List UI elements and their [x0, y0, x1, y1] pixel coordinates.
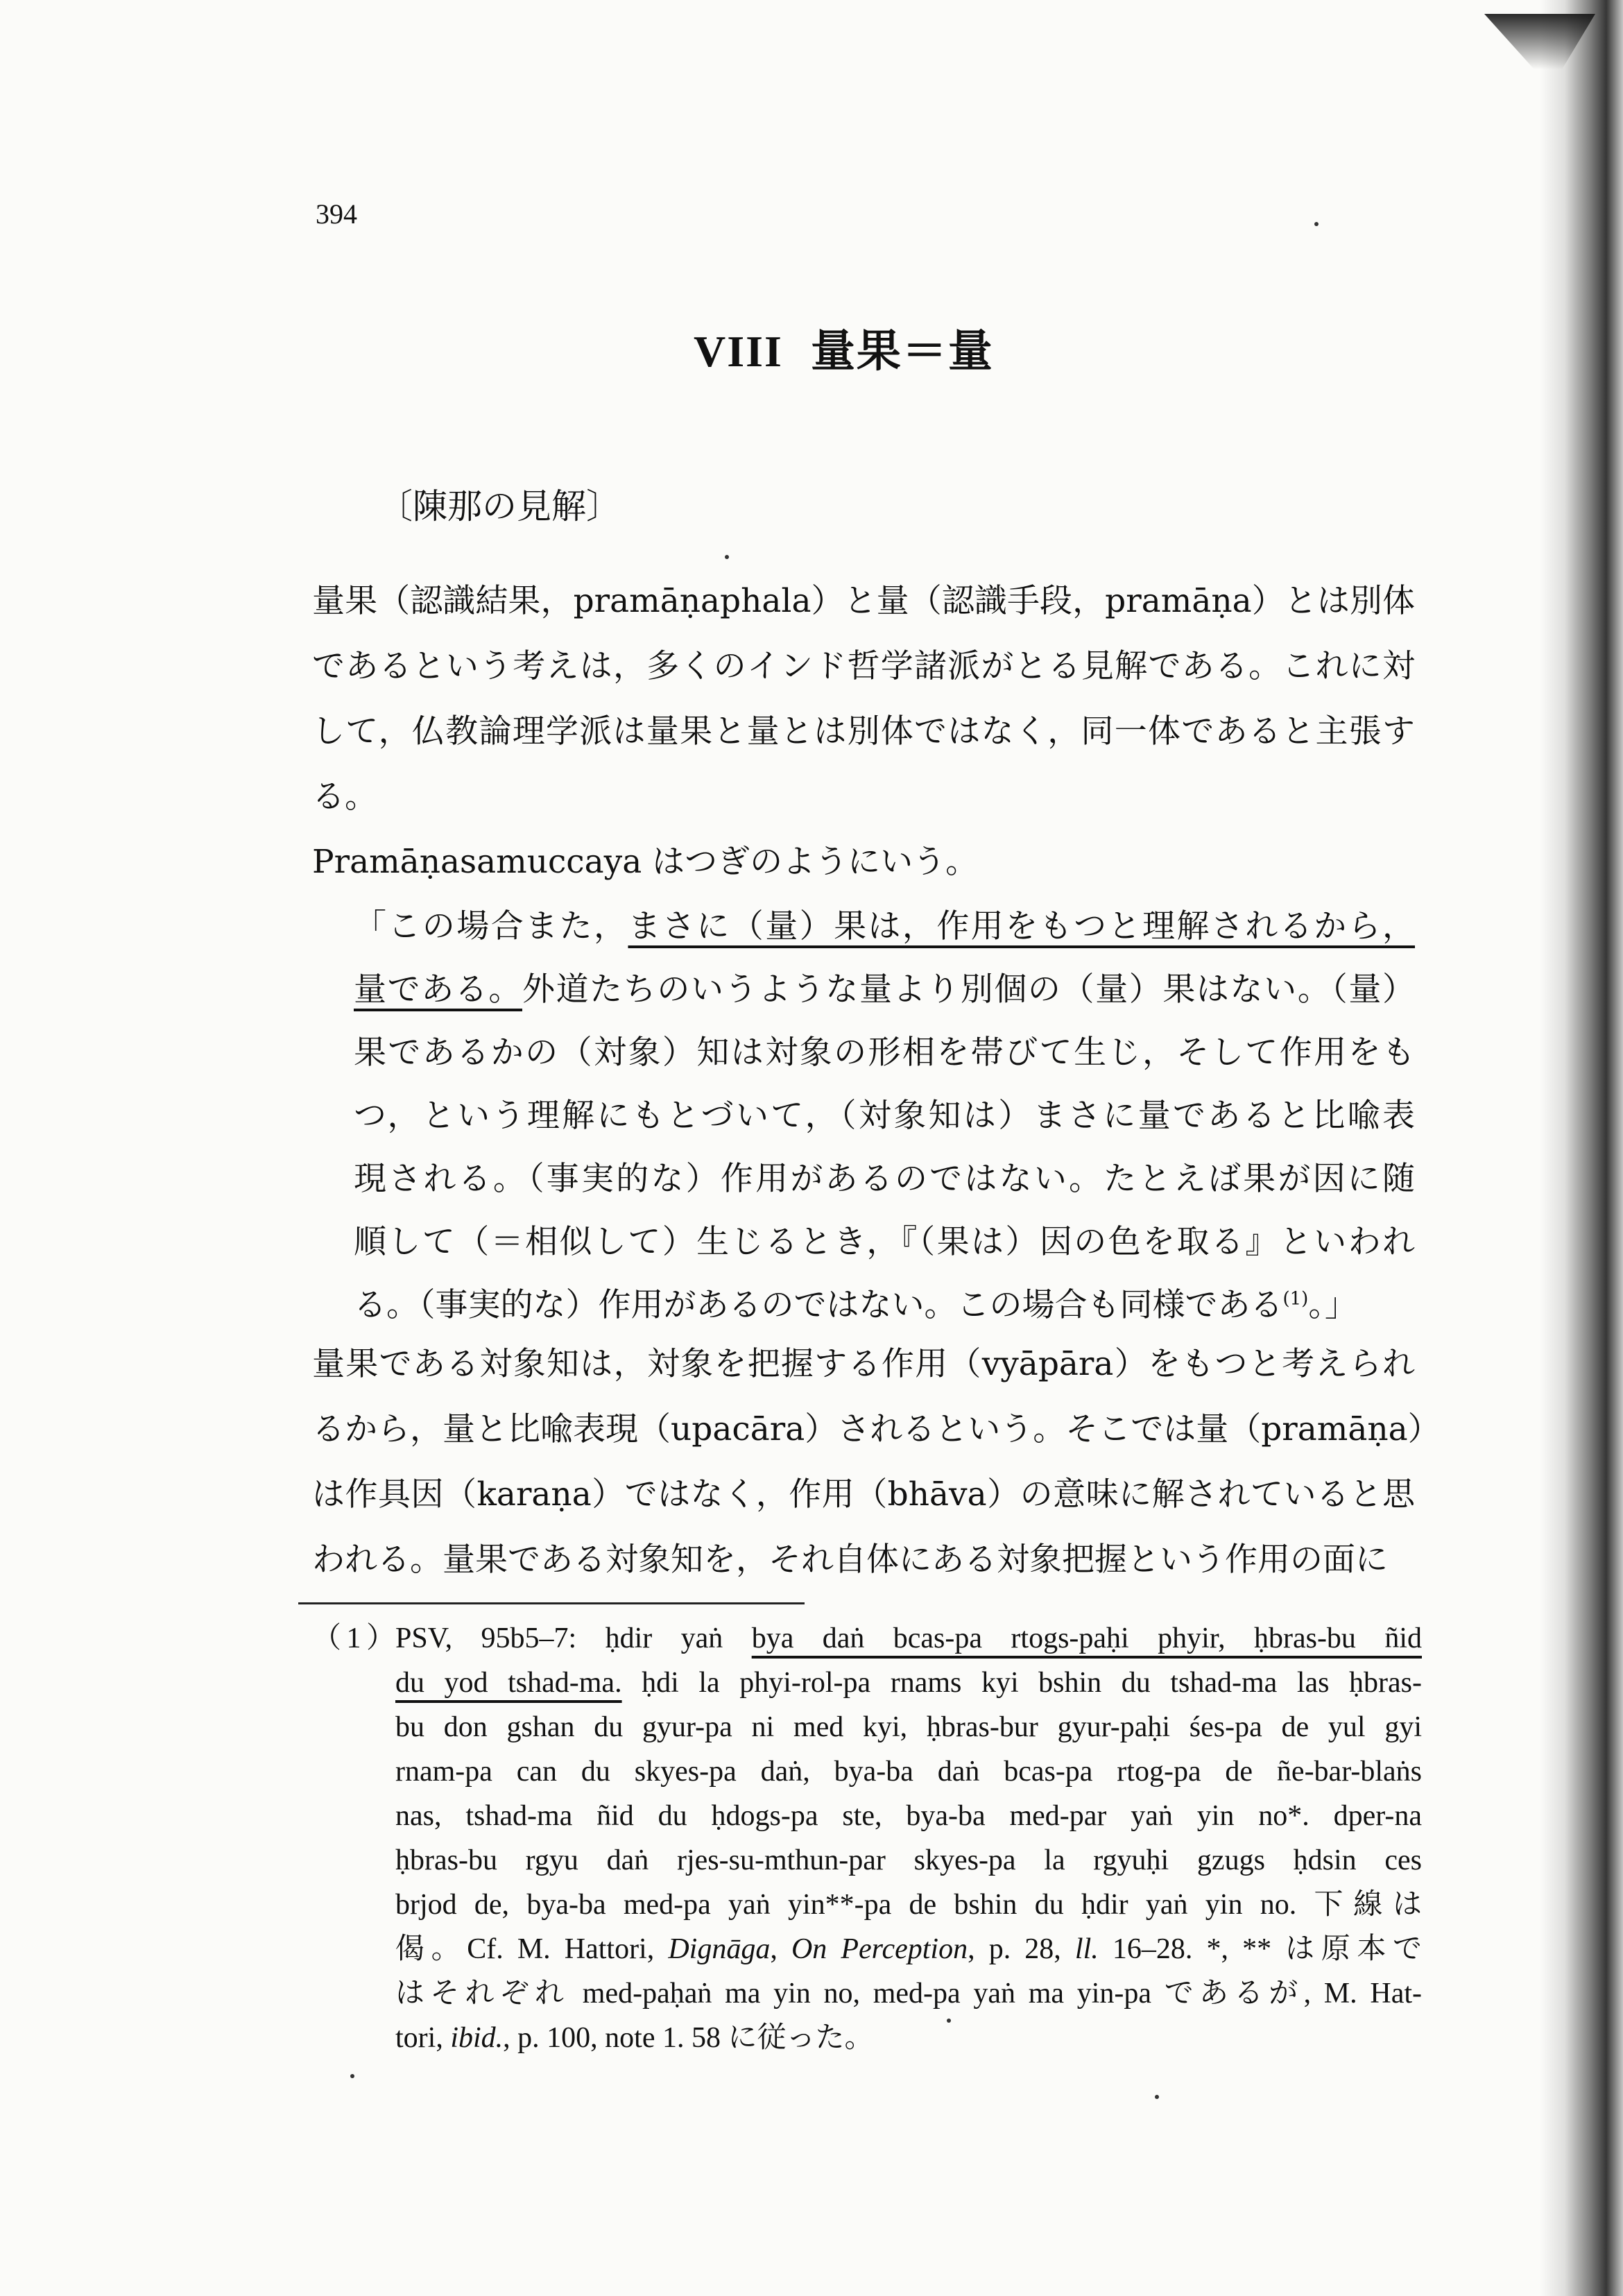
text-line: るから，量と比喩表現（upacāra）されるという。そこでは量（pramāṇa）	[312, 1410, 1441, 1448]
footnote-marker: （1）	[312, 1622, 395, 1654]
text-line: 量果である対象知は，対象を把握する作用（vyāpāra）をもつと考えられ	[312, 1345, 1415, 1383]
text-line: は作具因（karaṇa）ではなく，作用（bhāva）の意味に解されていると思	[312, 1475, 1415, 1514]
footnote-line: rnam-pa can du skyes-pa daṅ, bya-ba daṅ bcas-pa rtog-pa de ñe-bar-blaṅs	[395, 1756, 1422, 1788]
page-number: 394	[316, 198, 357, 230]
chapter-number: VIII	[694, 327, 783, 376]
quote-line: 現される。（事実的な）作用があるのではない。たとえば果が因に随	[354, 1160, 1415, 1198]
book-title: On Perception	[791, 1933, 968, 1965]
text-line: る。	[312, 778, 377, 816]
quote-line	[354, 895, 1415, 958]
line-abbrev: ll.	[1074, 1933, 1099, 1965]
quote-line	[354, 958, 1415, 1021]
underlined-text: 量である。	[354, 970, 522, 1009]
scan-speck	[350, 2074, 354, 2078]
intro-paragraph	[312, 569, 1415, 830]
chapter-title-text: 量果＝量	[810, 325, 994, 377]
scan-speck	[725, 555, 729, 559]
footnote-text: , p. 28,	[968, 1933, 1075, 1965]
quote-last-text: る。（事実的な）作用があるのではない。この場合も同様である	[354, 1286, 1283, 1324]
footnote-reference[interactable]: (1)	[1282, 1288, 1309, 1310]
quote-line-prefix: 「この場合また，	[354, 907, 628, 945]
text-line: であるという考えは，多くのインド哲学諸派がとる見解である。これに対	[312, 647, 1415, 685]
footnote-text: tori,	[395, 2022, 451, 2054]
scan-speck	[947, 2019, 951, 2023]
footnote-line: brjod de, bya-ba med-pa yaṅ yin**-pa de bshin du ḥdir yaṅ yin no. 下線は	[395, 1889, 1422, 1921]
footnote-line: ḥbras-bu rgyu daṅ rjes-su-mthun-par skyes-pa la rgyuḥi gzugs ḥdsin ces	[395, 1844, 1422, 1876]
book-title: Dignāga	[668, 1933, 771, 1965]
footnote-text: 16–28. *, ** は原本で	[1098, 1933, 1422, 1965]
footnote-text: 偈。Cf. M. Hattori,	[395, 1933, 669, 1965]
footnote-prefix: PSV, 95b5–7: ḥdir yaṅ	[395, 1622, 752, 1654]
underlined-text: du yod tshad-ma.	[395, 1667, 622, 1699]
text-line: われる。量果である対象知を，それ自体にある対象把握という作用の面に	[312, 1541, 1388, 1579]
quote-line	[354, 1274, 1415, 1337]
text-line: 量果（認識結果，pramāṇaphala）と量（認識手段，pramāṇa）とは別体	[312, 582, 1415, 620]
quote-line: 果であるかの（対象）知は対象の形相を帯びて生じ，そして作用をも	[354, 1034, 1415, 1072]
underlined-text: まさに（量）果は，作用をもつと理解されるから，	[628, 907, 1416, 945]
quote-line: 順して（＝相似して）生じるとき，『（果は）因の色を取る』といわれ	[354, 1223, 1415, 1261]
footnote-line	[312, 2016, 1422, 2060]
footnote-1	[312, 1616, 1422, 2060]
binding-edge-shadow	[1540, 0, 1623, 2296]
lead-in-paragraph	[312, 830, 1415, 895]
quote-close: 。」	[1308, 1286, 1357, 1324]
footnote-line: nas, tshad-ma ñid du ḥdogs-pa ste, bya-ba med-par yaṅ yin no*. dper-na	[395, 1800, 1422, 1832]
footnote-text: , p. 100, note 1. 58 に従った。	[503, 2022, 874, 2054]
chapter-title	[694, 316, 994, 379]
quote-line-rest: 外道たちのいうような量より別個の（量）果はない。（量）	[522, 970, 1415, 1009]
footnote-text: ,	[770, 1933, 791, 1965]
footnote-line	[312, 1616, 1422, 1661]
text-line: Pramāṇasamuccaya はつぎのようにいう。	[312, 843, 979, 881]
footnote-line	[312, 1661, 1422, 1705]
scan-speck	[1155, 2095, 1159, 2099]
quotation-block	[354, 895, 1415, 1337]
footnote-line	[312, 1927, 1422, 1971]
footnote-line: はそれぞれ med-paḥaṅ ma yin no, med-pa yaṅ ma yin-pa であるが, M. Hat-	[395, 1978, 1422, 2010]
section-label: 〔陳那の見解〕	[378, 486, 621, 526]
body-paragraph	[312, 1332, 1441, 1593]
footnote-line: bu don gshan du gyur-pa ni med kyi, ḥbras-bur gyur-paḥi śes-pa de yul gyi	[395, 1711, 1422, 1743]
quote-line: つ，という理解にもとづいて，（対象知は）まさに量であると比喩表	[354, 1097, 1415, 1135]
ibid-abbrev: ibid.	[450, 2022, 504, 2054]
text-line: して，仏教論理学派は量果と量とは別体ではなく，同一体であると主張す	[312, 712, 1415, 751]
footnote-rest: ḥdi la phyi-rol-pa rnams kyi bshin du tshad-ma las ḥbras-	[621, 1667, 1422, 1699]
footnote-rule	[298, 1602, 805, 1604]
underlined-text: bya daṅ bcas-pa rtogs-paḥi phyir, ḥbras-bu ñid	[751, 1622, 1422, 1654]
scan-speck	[1314, 222, 1319, 226]
